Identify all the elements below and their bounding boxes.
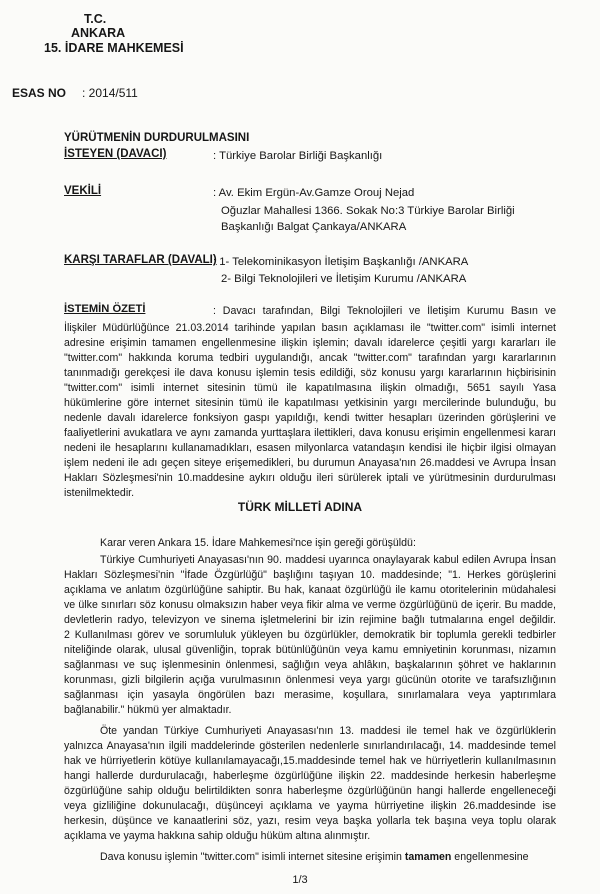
body-line: Öte yandan Türkiye Cumhuriyeti Anayasası'nın 13. maddesi ile temel hak ve özgürlüklerin bbox=[100, 725, 556, 737]
emphasis-text: tamamen bbox=[404, 851, 452, 863]
body-line: ve ülke sınırları söz konusu olmaksızın haber veya fikir alma ve verme özgürlüğünü de içerir. Bu madde, bbox=[64, 599, 556, 611]
body-line: niteliğinde olarak, ulusal güvenliğin, toprak bütünlüğünün veya kamu emniyetinin korunması, nizamın bbox=[64, 644, 556, 656]
city-header: ANKARA bbox=[71, 26, 126, 40]
summary-line: "twitter.com" isimli internet sitesinin tümü ile kapatılmasına ilişkin olmadığı, 5651 sayılı Yasa bbox=[64, 382, 556, 394]
plaintiff-label-line1: YÜRÜTMENİN DURDURULMASINI bbox=[64, 132, 250, 144]
body-line: devletlerin radyo, televizyon ve sinema işletmelerini bir izin rejimine bağlı tutmalarına engel değildir. bbox=[64, 614, 556, 626]
defendant-line: 2- Bilgi Teknolojileri ve İletişim Kurumu /ANKARA bbox=[221, 273, 467, 285]
body-line-last bbox=[100, 850, 560, 864]
summary-line: nedenle davalı idarelerce fonksiyon gaspı yapıldığı, kendi twitter hesapları üzerinden görüşlerini ve bbox=[64, 412, 556, 424]
section-title: TÜRK MİLLETİ ADINA bbox=[237, 500, 363, 514]
summary-line: tanınmadığı gerekçesi ile dava konusu işlemin tesis edildiği, söz konusu yargı kararlarının hiçbirisinin bbox=[64, 367, 556, 379]
summary-line: "twitter.com" hakkında koruma tedbiri uygulandığı, ancak "twitter.com" tarafından yargı kararlarının bbox=[64, 352, 556, 364]
summary-line: nedeni ile hesaplarını kullanamadıkları, esasen milyonlarca vatandaşın kendisi ile hiçbir ilgisi olmayan bbox=[64, 442, 556, 454]
body-line: 2 Kullanılması görev ve sorumluluk yükleyen bu özgürlükler, demokratik bir toplumla gerekli tedbirler bbox=[64, 629, 556, 641]
body-line: hak ve hürriyetlerin kötüye kullanılamayacağı,15.maddesinde temel hak ve hürriyetlerin kullanılmasının bbox=[64, 755, 556, 767]
body-line: sağlanması için yasayla öngörülen bazı merasime, koşullara, sınırlamalara veya yaptırımlara bbox=[64, 689, 556, 701]
body-line: veya gizliliğine dokunulacağı, düşünceyi açıklama ve yayma hürriyetine ilişkin 26.maddesinde ise bbox=[64, 800, 556, 812]
text-run: engellenmesine bbox=[451, 851, 529, 863]
page-number: 1/3 bbox=[292, 874, 308, 886]
summary-line: istenilmektedir. bbox=[64, 487, 135, 499]
body-line: Türkiye Cumhuriyeti Anayasası'nın 90. maddesi uyarınca onaylayarak kabul edilen Avrupa İnsan bbox=[100, 554, 556, 566]
summary-line: Hakları Sözleşmesi'nin 10.maddesine aykırı olduğu ileri sürülerek iptali ve yürütmesinin durdurulması bbox=[64, 472, 556, 484]
summary-first-line: : Davacı tarafından, Bilgi Teknolojileri ve İletişim Kurumu Basın ve bbox=[213, 305, 556, 317]
body-line: korunması, gizli bilgilerin açığa vurulmasının önlenmesi veya yargı gücünün otorite ve tarafsızlığının bbox=[64, 674, 556, 686]
republic-header: T.C. bbox=[84, 12, 107, 26]
summary-line: hükümlerine göre internet sitesinin tümü ile kapatılması yetkisinin yargı mercilerinde bulunduğu, bu bbox=[64, 397, 556, 409]
decision-intro: Karar veren Ankara 15. İdare Mahkemesi'nce işin gereği görüşüldü: bbox=[100, 537, 416, 549]
summary-label: İSTEMİN ÖZETİ bbox=[64, 303, 146, 315]
body-line: yalnızca Anayasa'nın ilgili maddelerinde gösterilen nedenlerle sınırlandırılacağı, 14. maddesinde temel bbox=[64, 740, 556, 752]
summary-line: adresine erişimin tamamen engellenmesine ilişkin işlemin; davalı idarelerce çeşitli yargı kararları ile bbox=[64, 337, 556, 349]
body-line: açıklama ve anlatım özgürlüğüne sahiptir. Bu hak, kanaat özgürlüğü ile kamu otoritelerinin müdahalesi bbox=[64, 584, 556, 596]
defendant-line: : 1- Telekominikasyon İletişim Başkanlığı /ANKARA bbox=[213, 256, 469, 268]
body-line: açıklama ve yayma hakkına sahip olduğu hüküm altına alınmıştır. bbox=[64, 830, 371, 842]
text-run: Dava konusu işlemin "twitter.com" isimli internet sitesine erişimin bbox=[100, 851, 405, 863]
body-line: hangi hallerde durdurulacağı, haberleşme özgürlüğüne ilişkin 22. maddesinde herkesin haberleşme bbox=[64, 770, 556, 782]
body-line: sağlanması ve suç işlenmesinin önlenmesi, sağlığın veya ahlâkın, başkalarının şöhret ve haklarının bbox=[64, 659, 556, 671]
summary-line: İlişkiler Müdürlüğünce 21.03.2014 tarihinde yapılan basın açıklaması ile "twitter.com" isimli internet bbox=[64, 322, 556, 334]
attorney-label: VEKİLİ bbox=[64, 185, 102, 197]
case-number-value: : 2014/511 bbox=[82, 86, 138, 100]
body-line: Hakları Sözleşmesi'nin "İfade Özgürlüğü" başlığını taşıyan 10. maddesinde; "1. Herkes görüşlerini bbox=[64, 569, 556, 581]
body-line: herkesin, düşünce ve kanaatlerini söz, yazı, resim veya başka yollarla tek başına veya toplu olarak bbox=[64, 815, 556, 827]
attorney-line: Oğuzlar Mahallesi 1366. Sokak No:3 Türkiye Barolar Birliği bbox=[221, 205, 515, 217]
body-line: bağlanabilir." hükmü yer almaktadır. bbox=[64, 704, 232, 716]
summary-line: işlem nedeni ile adı geçen siteye erişemedikleri, bu durumun Anayasa'nın 26.maddesi ve Avrupa İnsan bbox=[64, 457, 556, 469]
attorney-line: : Av. Ekim Ergün-Av.Gamze Orouj Nejad bbox=[213, 187, 415, 199]
attorney-line: Başkanlığı Balgat Çankaya/ANKARA bbox=[221, 221, 407, 233]
summary-line: faaliyetlerini avukatlara ve aynı zamanda yurttaşlara ilettikleri, dava konusu erişimin engellenmesi kararı bbox=[64, 427, 556, 439]
body-line: özgürlüğüne sahip olduğu belirtildikten sonra haberleşme özgürlüğünün hangi hallerde engelleneceği bbox=[64, 785, 556, 797]
plaintiff-value: : Türkiye Barolar Birliği Başkanlığı bbox=[213, 150, 383, 162]
case-number-label: ESAS NO bbox=[12, 86, 67, 100]
court-name: 15. İDARE MAHKEMESİ bbox=[44, 41, 184, 55]
plaintiff-label-line2: İSTEYEN (DAVACI) bbox=[64, 148, 167, 160]
defendant-label: KARŞI TARAFLAR (DAVALI) bbox=[64, 254, 217, 266]
